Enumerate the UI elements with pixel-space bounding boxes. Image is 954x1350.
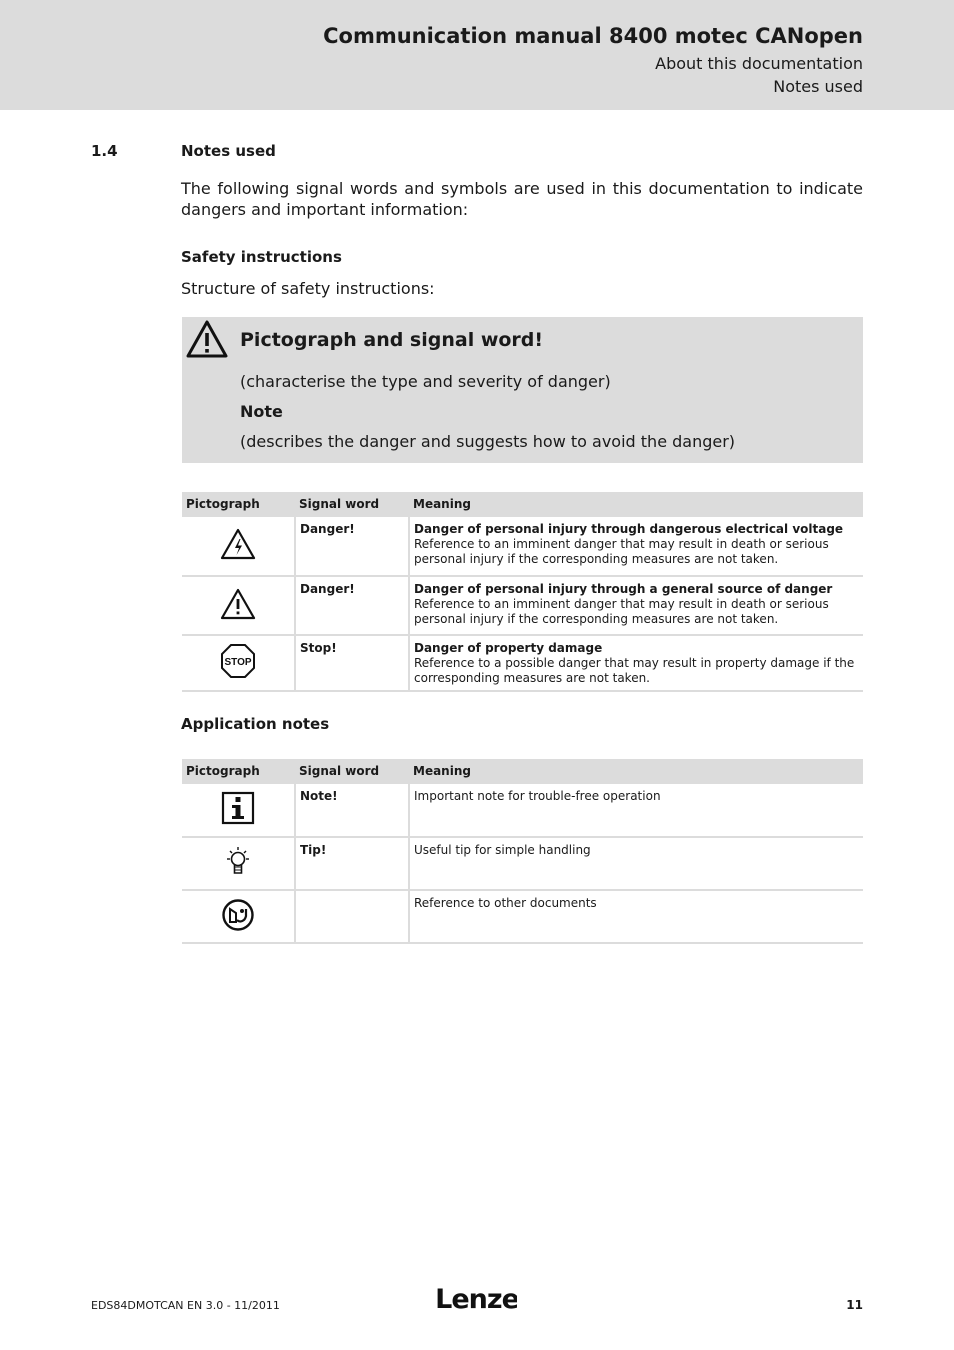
meaning-cell — [409, 517, 863, 576]
table-header-row — [182, 492, 863, 517]
meaning-title: Danger of personal injury through a general source of danger — [414, 582, 833, 596]
meaning-text: Reference to an imminent danger that may result in death or serious personal injury if the corresponding measures are not taken. — [414, 597, 829, 626]
manual-title: Communication manual 8400 motec CANopen — [323, 24, 863, 48]
intro-paragraph: The following signal words and symbols are used in this documentation to indicate dangers and important information: — [181, 179, 863, 219]
lenze-logo — [437, 1283, 517, 1317]
signal-word-cell: Stop! — [295, 635, 409, 691]
meaning-title: Danger of property damage — [414, 641, 603, 655]
safety-signal-table — [182, 492, 863, 692]
column-header-signal-word: Signal word — [295, 492, 409, 517]
chapter-title: About this documentation — [655, 54, 863, 73]
reference-book-icon — [221, 921, 255, 935]
pictograph-cell — [182, 635, 295, 691]
column-header-meaning: Meaning — [409, 492, 863, 517]
safety-structure-text: Structure of safety instructions: — [181, 279, 435, 298]
general-hazard-icon — [220, 609, 256, 623]
warning-triangle-icon — [185, 319, 229, 363]
page-header — [0, 0, 954, 110]
page-number: 11 — [846, 1298, 863, 1312]
stop-icon — [220, 657, 256, 682]
info-icon — [221, 814, 255, 828]
lightbulb-icon — [221, 868, 255, 882]
warning-box-line2: (describes the danger and suggests how to avoid the danger) — [240, 432, 736, 451]
electrical-hazard-icon — [220, 549, 256, 563]
warning-box-note-label: Note — [240, 402, 283, 421]
section-breadcrumb: Notes used — [773, 77, 863, 96]
table-header-row — [182, 759, 863, 784]
meaning-text: Reference to an imminent danger that may result in death or serious personal injury if the corresponding measures are not taken. — [414, 537, 829, 566]
column-header-meaning: Meaning — [409, 759, 863, 784]
signal-word-cell: Danger! — [295, 517, 409, 576]
column-header-signal-word: Signal word — [295, 759, 409, 784]
section-title: Notes used — [181, 142, 276, 160]
table-row — [182, 576, 863, 635]
pictograph-cell — [182, 576, 295, 635]
safety-structure-box — [182, 317, 863, 463]
table-row — [182, 635, 863, 691]
section-number: 1.4 — [91, 142, 118, 160]
lenze-logo-text: Lenze — [437, 1284, 517, 1313]
pictograph-cell — [182, 837, 295, 890]
warning-box-title: Pictograph and signal word! — [240, 329, 544, 351]
application-notes-table — [182, 759, 863, 944]
signal-word-cell: Danger! — [295, 576, 409, 635]
meaning-cell: Reference to other documents — [409, 890, 863, 943]
safety-instructions-heading: Safety instructions — [181, 248, 342, 266]
table-row — [182, 517, 863, 576]
column-header-pictograph: Pictograph — [182, 492, 295, 517]
stop-icon-text: STOP — [224, 657, 252, 668]
signal-word-cell: Note! — [295, 784, 409, 837]
table-row — [182, 890, 863, 943]
meaning-title: Danger of personal injury through dangerous electrical voltage — [414, 522, 844, 536]
pictograph-cell — [182, 517, 295, 576]
signal-word-cell — [295, 890, 409, 943]
meaning-cell: Important note for trouble-free operation — [409, 784, 863, 837]
meaning-text: Reference to a possible danger that may result in property damage if the corresponding measures are not taken. — [414, 656, 855, 685]
table-row — [182, 784, 863, 837]
pictograph-cell — [182, 784, 295, 837]
pictograph-cell — [182, 890, 295, 943]
meaning-cell — [409, 635, 863, 691]
signal-word-cell: Tip! — [295, 837, 409, 890]
meaning-cell — [409, 576, 863, 635]
application-notes-heading: Application notes — [181, 715, 330, 733]
column-header-pictograph: Pictograph — [182, 759, 295, 784]
table-row — [182, 837, 863, 890]
warning-box-line1: (characterise the type and severity of danger) — [240, 372, 611, 391]
meaning-cell: Useful tip for simple handling — [409, 837, 863, 890]
document-id: EDS84DMOTCAN EN 3.0 - 11/2011 — [91, 1299, 280, 1312]
